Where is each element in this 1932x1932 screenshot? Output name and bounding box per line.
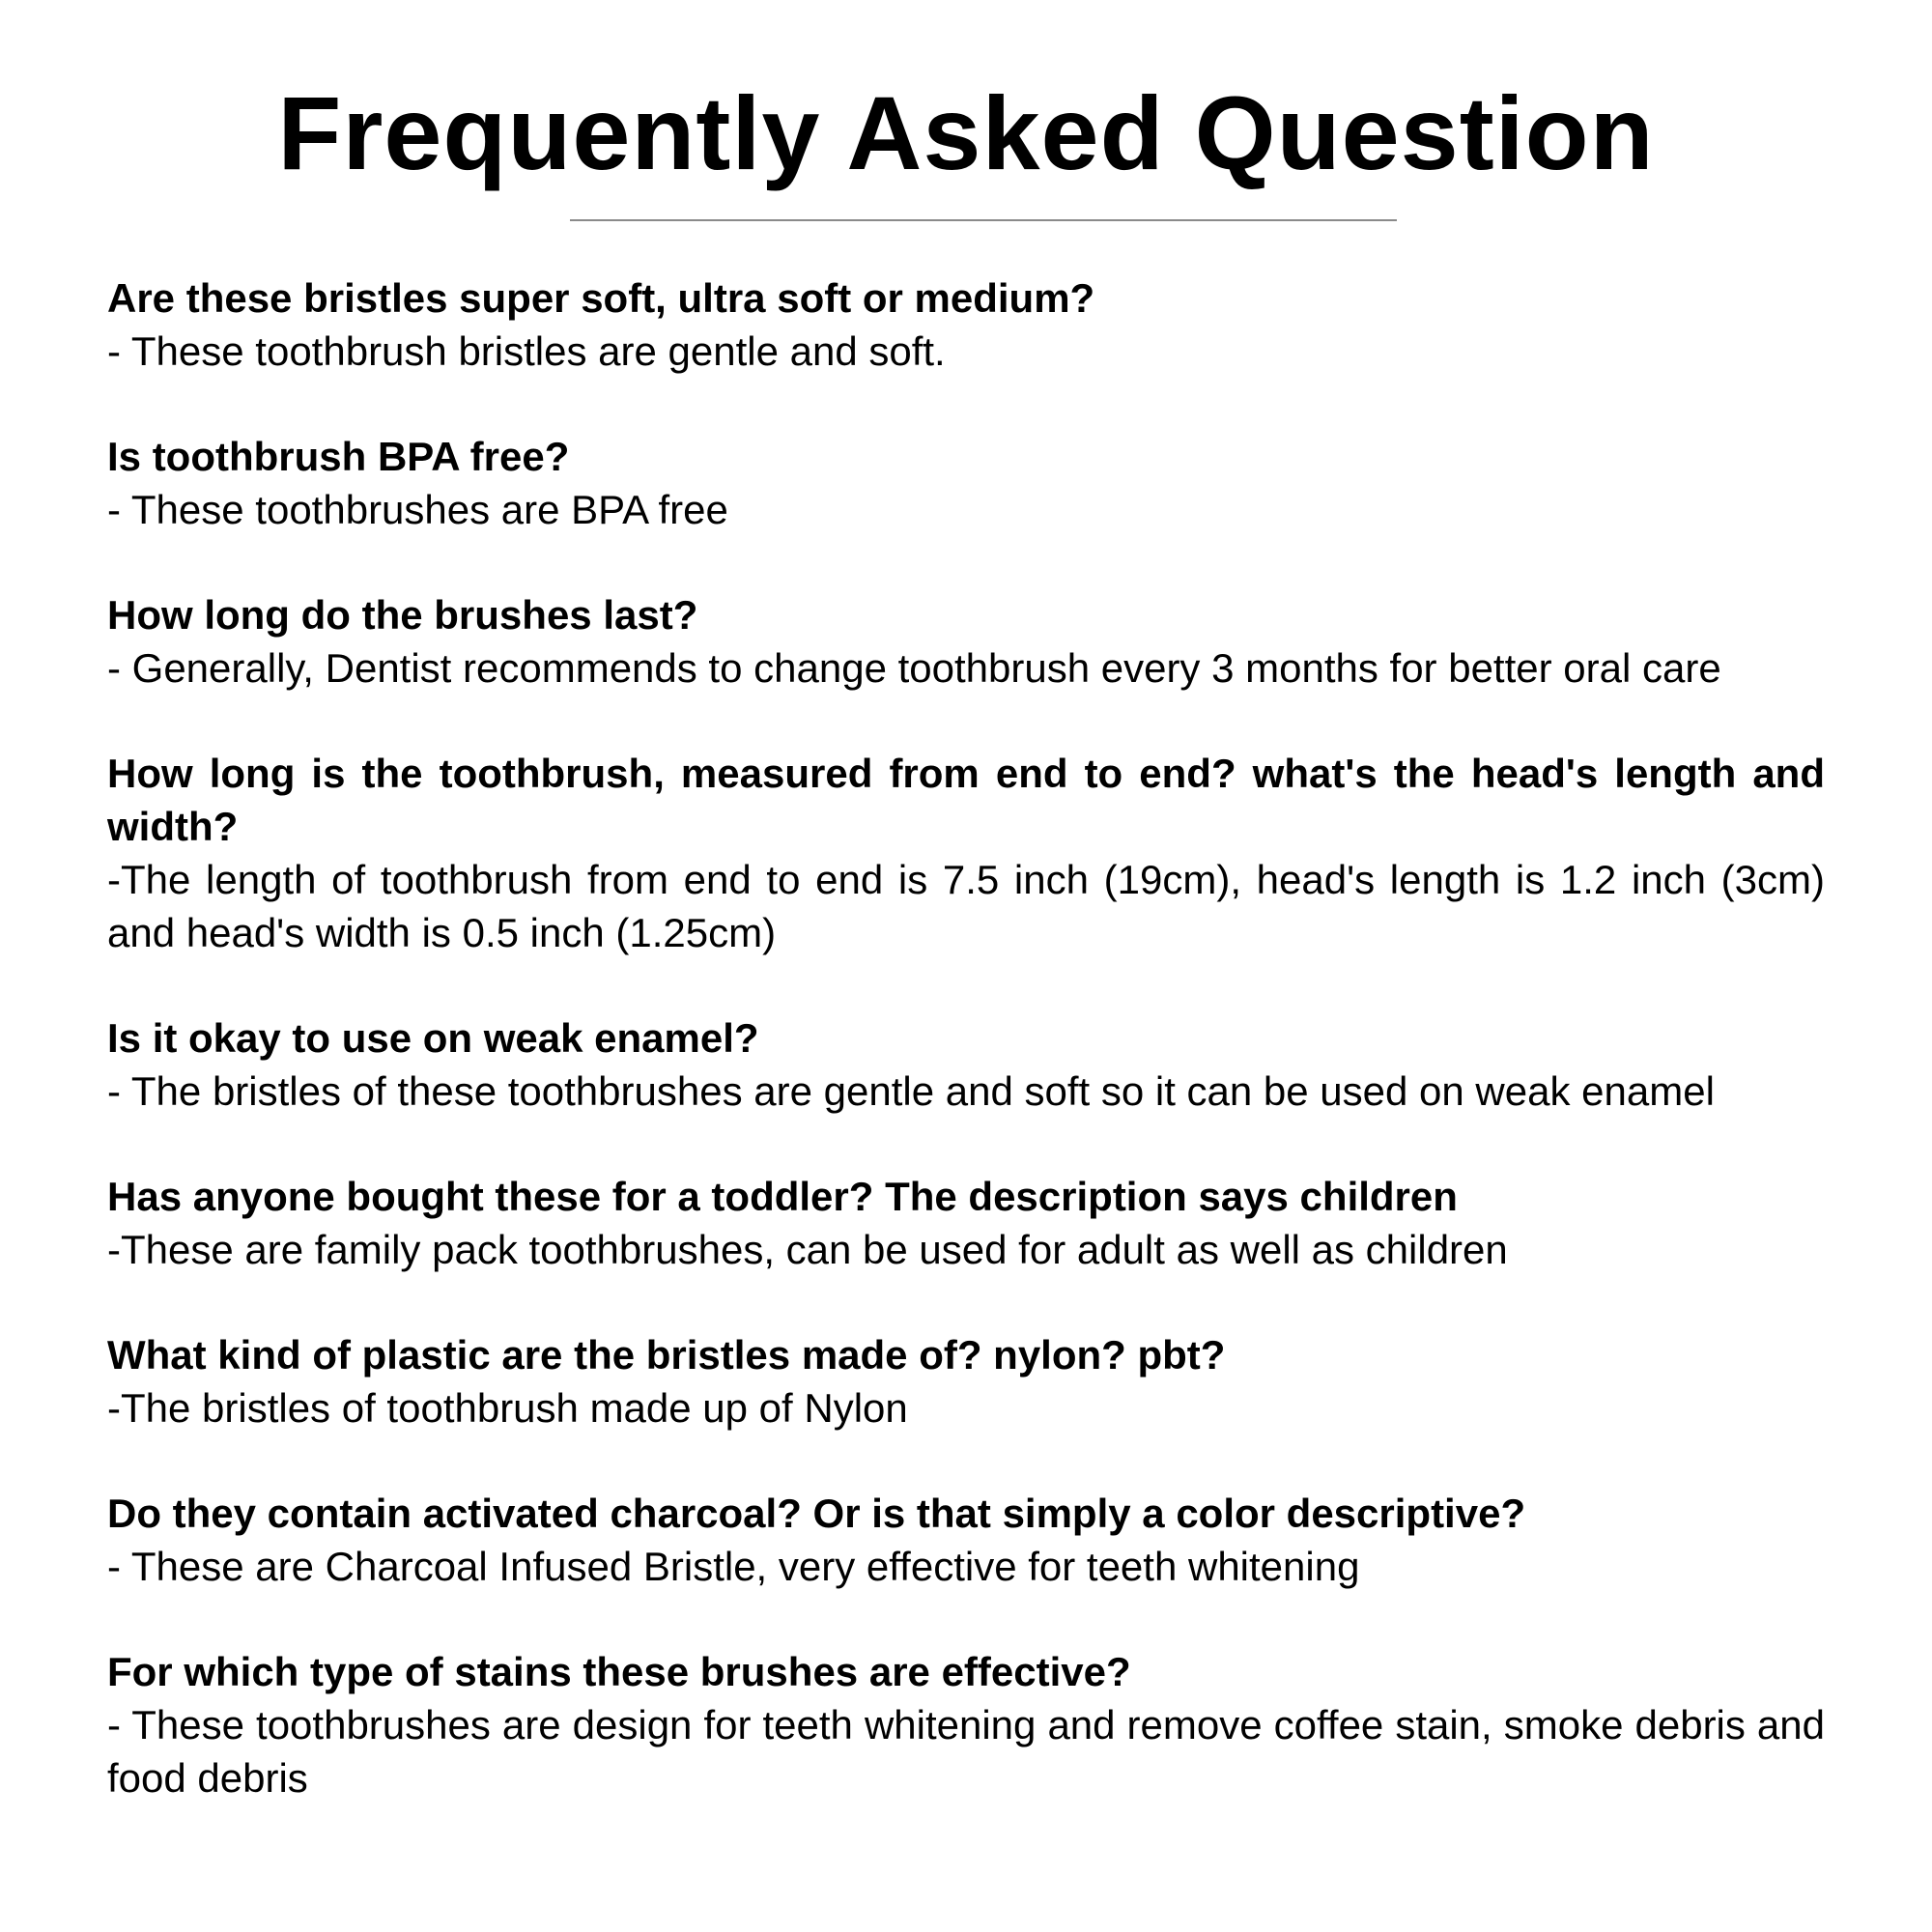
faq-question: Is toothbrush BPA free? (107, 434, 570, 479)
faq-question: How long is the toothbrush, measured from end to end? what's the head's length and width? (107, 751, 1825, 849)
faq-item (107, 1328, 1825, 1435)
faq-answer: -The bristles of toothbrush made up of Nylon (107, 1385, 908, 1431)
faq-item (107, 430, 1825, 536)
faq-question: How long do the brushes last? (107, 592, 698, 638)
faq-answer: - Generally, Dentist recommends to change toothbrush every 3 months for better oral care (107, 645, 1721, 691)
faq-list (107, 271, 1825, 1857)
faq-question: Is it okay to use on weak enamel? (107, 1015, 759, 1061)
faq-answer: - These toothbrushes are design for teeth whitening and remove coffee stain, smoke debris and food debris (107, 1702, 1825, 1801)
faq-question: Do they contain activated charcoal? Or is that simply a color descriptive? (107, 1491, 1526, 1536)
faq-question: Has anyone bought these for a toddler? The description says children (107, 1174, 1458, 1219)
faq-item (107, 1645, 1825, 1804)
faq-item (107, 588, 1825, 695)
page-title: Frequently Asked Question (277, 74, 1655, 191)
faq-answer: -The length of toothbrush from end to end is 7.5 inch (19cm), head's length is 1.2 inch (3cm) and head's width is 0.5 inch (1.25cm) (107, 857, 1825, 955)
faq-answer: - These are Charcoal Infused Bristle, very effective for teeth whitening (107, 1544, 1360, 1589)
faq-question: What kind of plastic are the bristles made of? nylon? pbt? (107, 1332, 1226, 1378)
faq-answer: - The bristles of these toothbrushes are gentle and soft so it can be used on weak enamel (107, 1068, 1715, 1114)
faq-item (107, 1011, 1825, 1118)
faq-answer: - These toothbrushes are BPA free (107, 487, 728, 532)
faq-item (107, 1487, 1825, 1593)
faq-question: For which type of stains these brushes are effective? (107, 1649, 1131, 1694)
faq-item (107, 271, 1825, 378)
faq-answer: - These toothbrush bristles are gentle and soft. (107, 328, 946, 374)
faq-question: Are these bristles super soft, ultra soft or medium? (107, 275, 1095, 321)
title-divider (570, 219, 1397, 221)
faq-item (107, 747, 1825, 959)
faq-answer: -These are family pack toothbrushes, can be used for adult as well as children (107, 1227, 1508, 1272)
faq-item (107, 1170, 1825, 1276)
